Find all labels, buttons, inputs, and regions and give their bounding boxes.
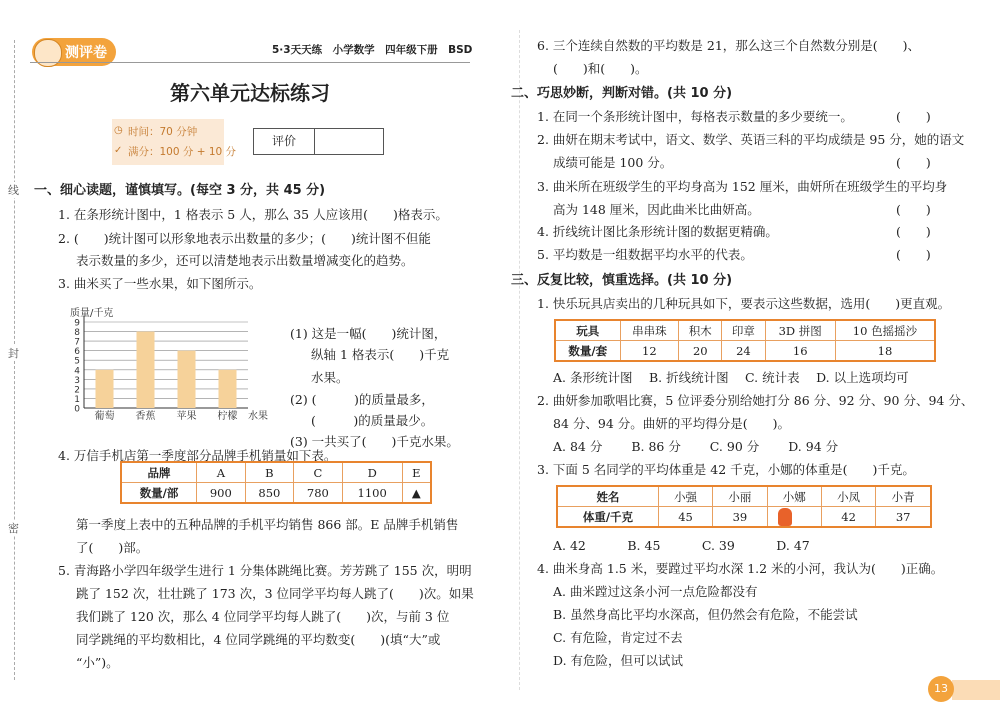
s2-q3-line1: 3. 曲米所在班级学生的平均身高为 152 厘米，曲妍所在班级学生的平均身 [537,179,948,194]
table-cell: 积木 [679,320,722,341]
margin-char: 密 [8,522,19,535]
table-cell: B [245,462,294,483]
s1-q3-sub2a: (2) ( )的质量最多， [290,392,434,407]
table-header-row [555,320,935,341]
s1-q4-line3: 了( )部。 [76,540,149,555]
table-cell: 数量/部 [121,483,197,504]
table-cell: 小娜 [767,486,821,507]
page-title: 第六单元达标练习 [170,81,330,105]
chart-y-label: 质量/千克 [70,308,114,319]
s1-q3-sub1b: 纵轴 1 格表示( )千克 [311,347,450,362]
s3-q4-option-d: D. 有危险，但可以试试 [553,653,684,668]
chart-y-tick: 3 [74,375,80,386]
table-header-row [557,486,931,507]
table-cell: 玩具 [555,320,620,341]
s3-q3-options: A. 42 B. 45 C. 39 D. 47 [553,538,810,553]
series-label: 5·3天天练 小学数学 四年级下册 BSD [272,44,473,56]
table-cell: 姓名 [557,486,658,507]
table-cell: 小强 [658,486,712,507]
s1-q6-line1: 6. 三个连续自然数的平均数是 21，那么这三个自然数分别是( )、 [537,38,921,53]
table-cell: D [342,462,402,483]
chart-x-ticks [95,409,238,422]
table-cell: 12 [620,341,679,362]
s3-q4-option-b: B. 虽然身高比平均水深高，但仍然会有危险，不能尝试 [553,607,858,622]
s2-q3-line2: 高为 148 厘米，因此曲米比曲妍高。 [553,202,760,217]
table-cell: 品牌 [121,462,197,483]
table-cell: 3D 拼图 [765,320,835,341]
section-3-title: 三、反复比较，慎重选择。(共 10 分) [511,273,733,288]
s1-q5-line5: “小”)。 [76,655,119,670]
s1-q1: 1. 在条形统计图中，1 格表示 5 人，那么 35 人应该用( )格表示。 [58,207,448,222]
column-divider [519,30,520,690]
time-info: 时间：70 分钟 [128,126,198,138]
table-row [557,507,931,528]
s1-q2-line2: 表示数量的多少，还可以清楚地表示出数量增减变化的趋势。 [76,253,414,268]
table-cell: 24 [722,341,765,362]
table-header-row [121,462,431,483]
evaluation-label: 评价 [254,129,315,154]
answer-paren[interactable]: ( ) [896,202,931,217]
s3-q1-options: A. 条形统计图 B. 折线统计图 C. 统计表 D. 以上选项均可 [553,370,909,385]
s3-q3: 3. 下面 5 名同学的平均体重是 42 千克，小娜的体重是( )千克。 [537,462,915,477]
s2-q1: 1. 在同一个条形统计图中，每格表示数量的多少要统一。 [537,109,853,124]
s3-q4-option-c: C. 有危险，肯定过不去 [553,630,683,645]
table-cell: A [197,462,246,483]
table-row [121,483,431,504]
page-tab [952,680,1000,700]
chart-bar [96,370,114,408]
table-cell: 850 [245,483,294,504]
table-cell: 42 [821,507,875,528]
table-row [555,341,935,362]
table-cell: 10 色摇摇沙 [835,320,935,341]
page-number: 13 [928,676,954,702]
table-cell: 20 [679,341,722,362]
table-cell: 780 [294,483,343,504]
s3-q2-options: A. 84 分 B. 86 分 C. 90 分 D. 94 分 [553,439,839,454]
s1-q5-line3: 我们跳了 120 次，那么 4 位同学平均每人跳了( )次，与前 3 位 [76,609,450,624]
chart-x-label: 水果 [248,411,268,422]
check-icon: ✓ [114,145,123,156]
s1-q4-line2: 第一季度上表中的五种品牌的手机平均销售 866 部。E 品牌手机销售 [76,517,459,532]
s1-q4: 4. 万信手机店第一季度部分品牌手机销量如下表。 [58,448,337,463]
s2-q2-line2: 成绩可能是 100 分。 [553,155,673,170]
header-rule [30,62,470,63]
chart-y-tick: 2 [74,385,80,396]
chart-x-tick: 苹果 [176,411,197,422]
s3-q2-line1: 2. 曲妍参加歌唱比赛，5 位评委分别给她打分 86 分、92 分、90 分、94 分、 [537,393,974,408]
s1-q3-sub2b: ( )的质量最少。 [311,413,434,428]
evaluation-box[interactable] [253,128,384,155]
s3-q4: 4. 曲米身高 1.5 米，要蹚过平均水深 1.2 米的小河，我认为( )正确。 [537,561,944,576]
badge-label: 测评卷 [65,45,107,61]
triangle-icon: ▲ [402,483,431,504]
s2-q2-line1: 2. 曲妍在期末考试中，语文、数学、英语三科的平均成绩是 95 分，她的语文 [537,132,965,147]
chart-x-tick: 柠檬 [217,411,238,422]
table-cell: 小青 [876,486,931,507]
s1-q3-sub1a: (1) 这是一幅( )统计图， [290,326,447,341]
s1-q3-sub3: (3) 一共买了( )千克水果。 [290,434,459,449]
s3-q1: 1. 快乐玩具店卖出的几种玩具如下，要表示这些数据，选用( )更直观。 [537,296,951,311]
chart-y-ticks [74,319,80,415]
clock-icon: ◷ [114,125,123,136]
table-cell: 串串珠 [620,320,679,341]
s1-q3: 3. 曲米买了一些水果，如下图所示。 [58,276,262,291]
table-cell: 37 [876,507,931,528]
chart-bar [219,370,237,408]
chart-y-tick: 6 [74,347,80,358]
chart-x-tick: 葡萄 [94,411,115,422]
fruit-bar-chart [62,300,284,428]
answer-paren[interactable]: ( ) [896,155,931,170]
chart-y-tick: 9 [74,318,80,329]
margin-char: 线 [8,184,19,197]
chart-y-tick: 0 [74,404,80,415]
table-cell: 39 [713,507,767,528]
s1-q6-line2: ( )和( )。 [553,61,648,76]
s3-q2-line2: 84 分、94 分。曲妍的平均得分是( )。 [553,416,791,431]
table-cell: 印章 [722,320,765,341]
table-cell: E [402,462,431,483]
s3-q4-option-a: A. 曲米蹚过这条小河一点危险都没有 [553,584,758,599]
chart-x-tick: 香蕉 [135,411,156,422]
table-cell: 1100 [342,483,402,504]
s1-q5-line2: 跳了 152 次，壮壮跳了 173 次，3 位同学平均每人跳了( )次。如果 [76,586,474,601]
ink-blot-icon [778,508,792,526]
chart-bar [178,351,196,408]
chart-y-tick: 4 [74,366,80,377]
answer-paren[interactable]: ( ) [896,109,931,124]
s1-q2-line1: 2. ( )统计图可以形象地表示出数量的多少；( )统计图不但能 [58,231,431,246]
weight-table [556,485,932,528]
section-1-title: 一、细心读题，谨慎填写。(每空 3 分，共 45 分) [34,183,326,198]
chart-y-tick: 7 [74,337,80,348]
table-cell: 数量/套 [555,341,620,362]
chart-y-tick: 1 [74,394,80,405]
table-cell: 16 [765,341,835,362]
table-cell: 45 [658,507,712,528]
table-cell: 小凤 [821,486,875,507]
s2-q4: 4. 折线统计图比条形统计图的数据更精确。 [537,224,778,239]
section-2-title: 二、巧思妙断，判断对错。(共 10 分) [511,86,733,101]
score-info: 满分：100 分 + 10 分 [128,146,237,158]
table-cell: 900 [197,483,246,504]
toy-table [554,319,936,362]
table-cell: 体重/千克 [557,507,658,528]
margin-char: 封 [8,347,19,360]
table-cell: C [294,462,343,483]
answer-paren[interactable]: ( ) [896,224,931,239]
chart-y-tick: 8 [74,328,80,339]
table-cell: 18 [835,341,935,362]
s1-q5-line4: 同学跳绳的平均数相比，4 位同学跳绳的平均数变( )(填“大”或 [76,632,441,647]
answer-paren[interactable]: ( ) [896,247,931,262]
table-cell [767,507,821,528]
phone-sales-table [120,461,432,504]
table-cell: 小丽 [713,486,767,507]
chart-bar [137,332,155,408]
s1-q3-sub1c: 水果。 [311,370,349,385]
chart-y-tick: 5 [74,356,80,367]
s1-q5-line1: 5. 青海路小学四年级学生进行 1 分集体跳绳比赛。芳芳跳了 155 次，明明 [58,563,472,578]
s2-q5: 5. 平均数是一组数据平均水平的代表。 [537,247,753,262]
